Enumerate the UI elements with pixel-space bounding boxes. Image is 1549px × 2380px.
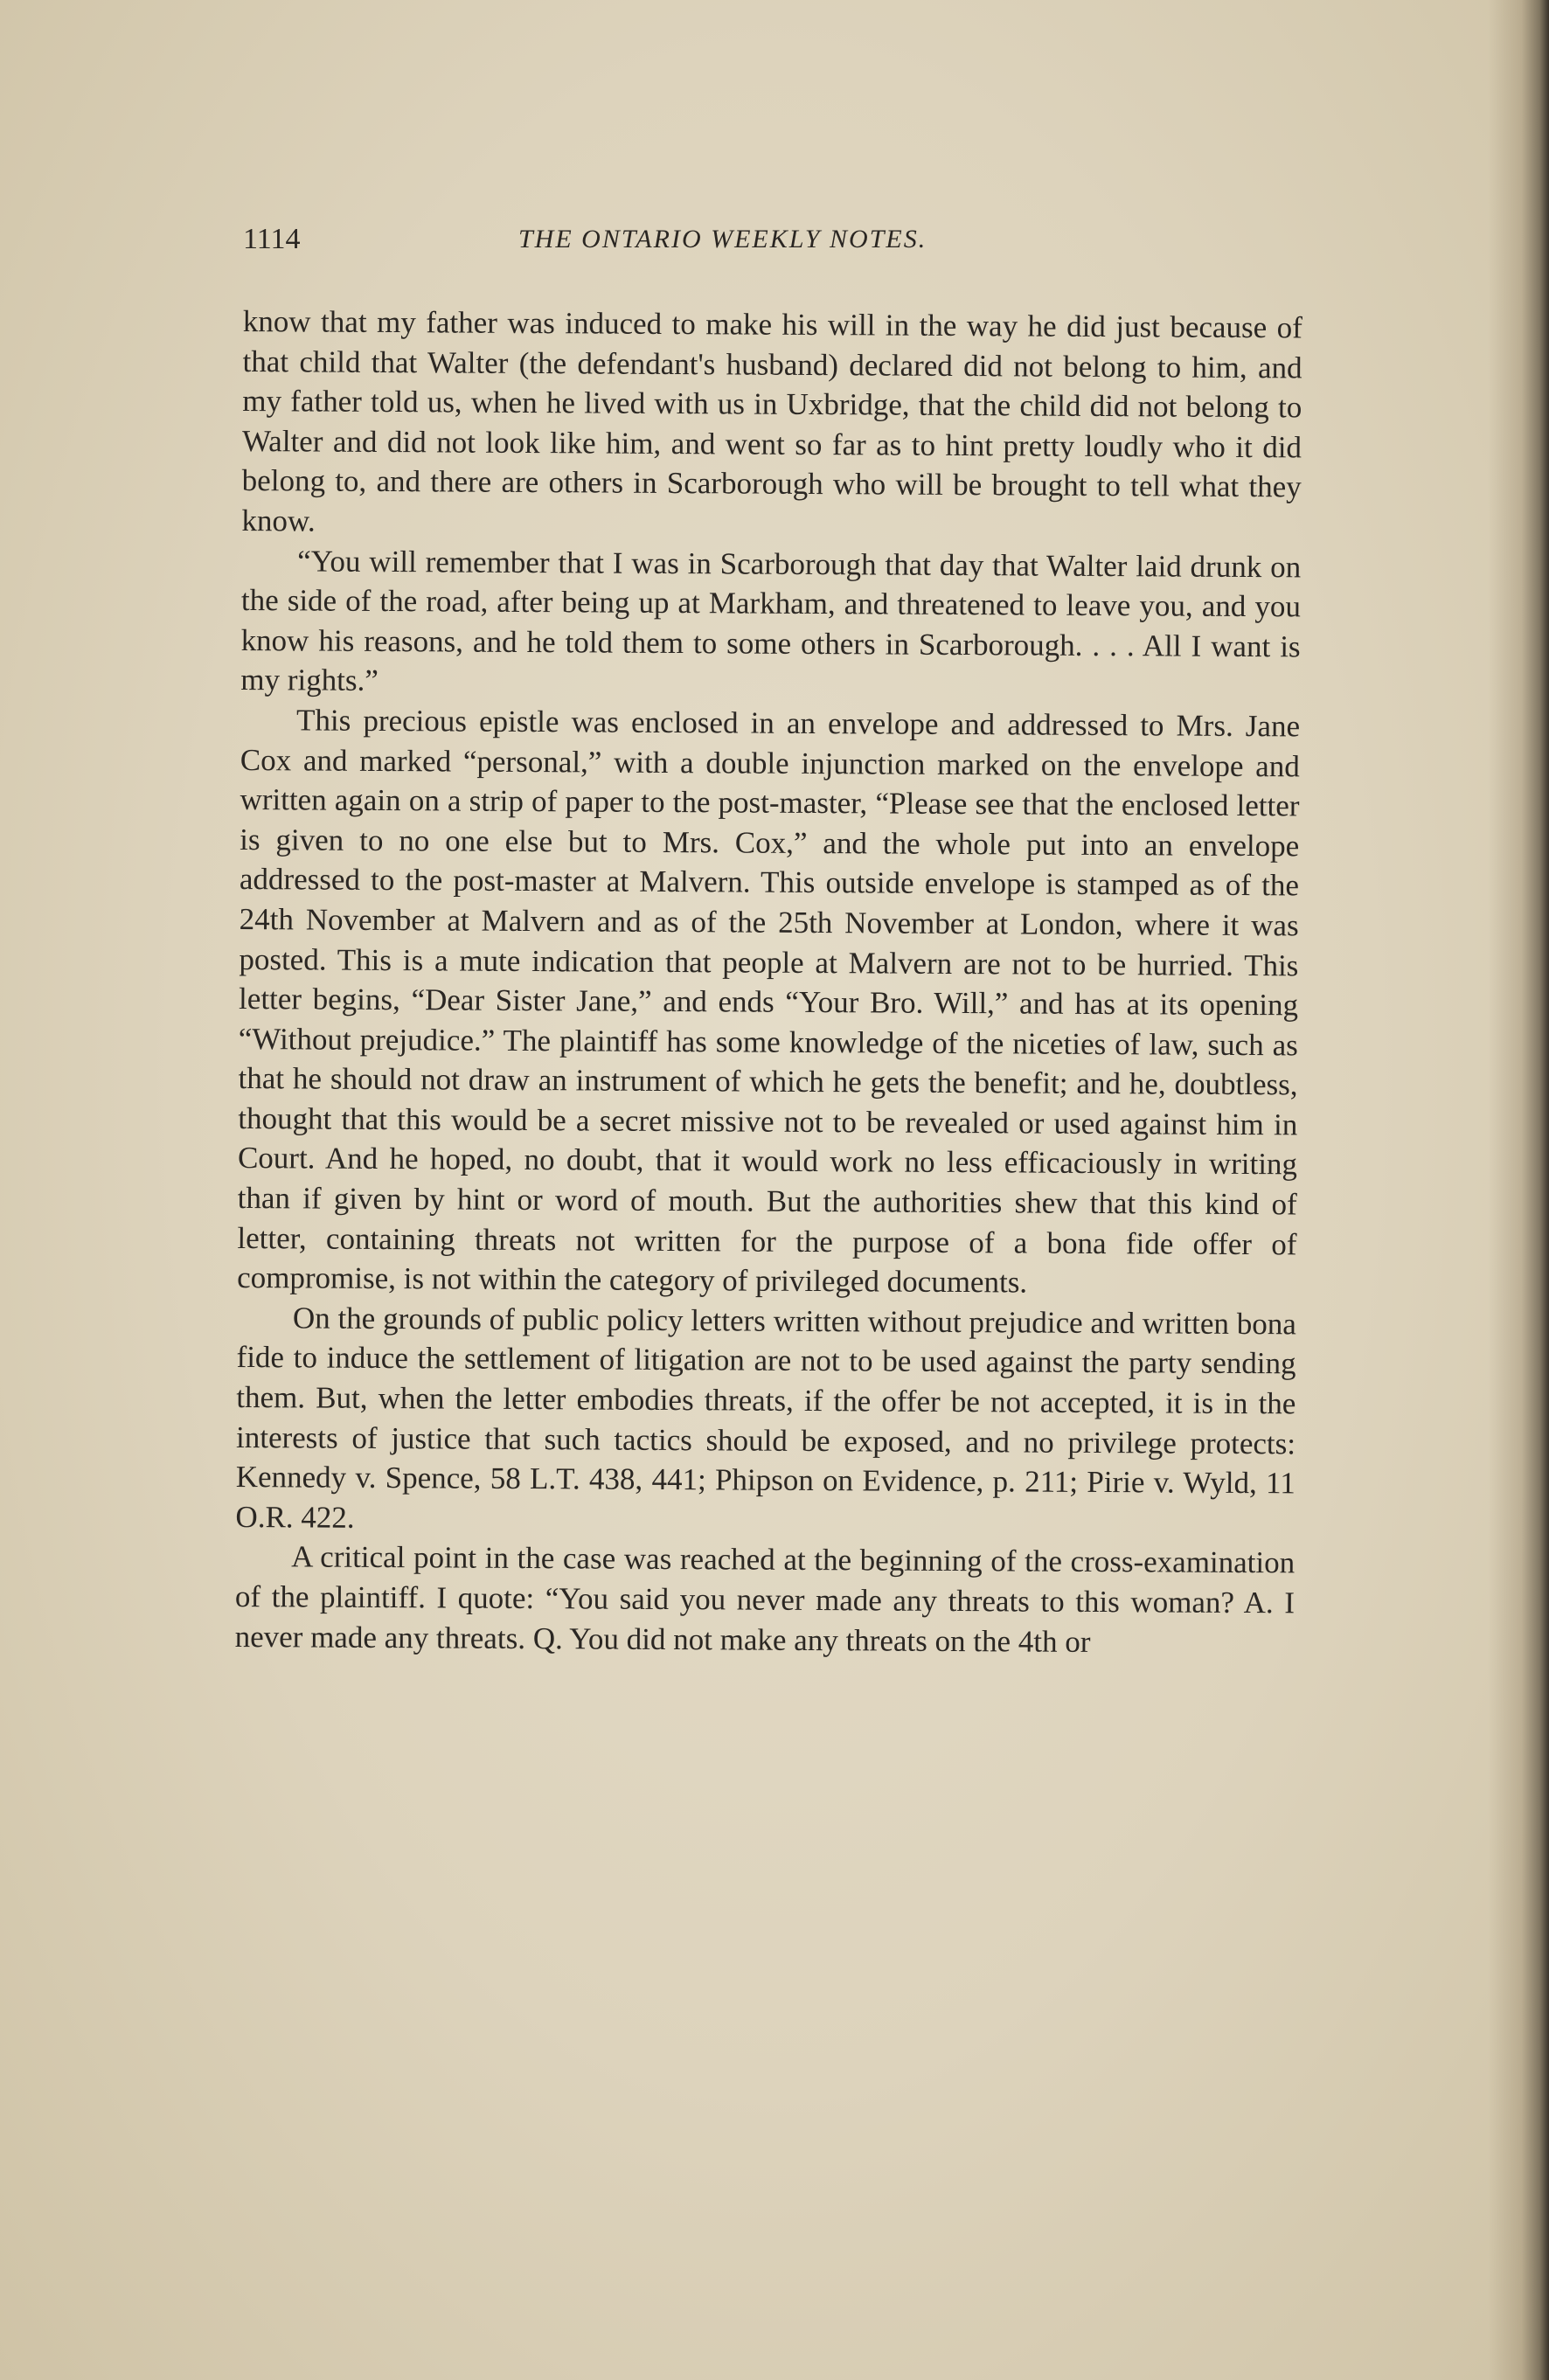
page-number: 1114 bbox=[243, 223, 301, 255]
running-head: THE ONTARIO WEEKLY NOTES. bbox=[518, 225, 927, 253]
body-text bbox=[235, 302, 1302, 1663]
page-header bbox=[243, 223, 1292, 267]
paragraph: On the grounds of public policy letters written without prejudice and written bona fide to induce the settlement of litigation are not to be used against the party sending them. But, when the letter embodies threats, if the offer be not accepted, it is in the interests of justice that such tactics should be exposed, and no privilege protects: Kennedy v. Spence, 58 L.T. 438, 441; Phipson on Evidence, p. 211; Pirie v. Wyld, 11 O.R. 422. bbox=[235, 1301, 1296, 1535]
paragraph: A critical point in the case was reached at the beginning of the cross-examination of the plaintiff. I quote: “You said you never made any threats to this woman? A. I never made any threats. Q. You did not make any threats on the 4th or bbox=[234, 1539, 1295, 1659]
binding-shadow bbox=[1488, 0, 1549, 2380]
paragraph: This precious epistle was enclosed in an envelope and addressed to Mrs. Jane Cox and marked “personal,” with a double injunction marked on the envelope and written again on a strip of paper to the post-master, “Please see that the enclosed letter is given to no one else but to Mrs. Cox,” and the whole put into an envelope addressed to the post-master at Malvern. This outside envelope is stamped as of the 24th November at Malvern and as of the 25th November at London, where it was posted. This is a mute indication that people at Malvern are not to be hurried. This letter begins, “Dear Sister Jane,” and ends “Your Bro. Will,” and has at its opening “Without prejudice.” The plaintiff has some knowledge of the niceties of law, such as that he should not draw an instrument of which he gets the benefit; and he, doubtless, thought that this would be a secret missive not to be revealed or used against him in Court. And he hoped, no doubt, that it would work no less efficaciously in writing than if given by hint or word of mouth. But the authorities shew that this kind of letter, containing threats not written for the purpose of a bona fide offer of compromise, is not within the category of privileged documents. bbox=[237, 703, 1301, 1300]
paragraph: “You will remember that I was in Scarborough that day that Walter laid drunk on the side of the road, after being up at Markham, and threatened to leave you, and you know his reasons, and he told them to some others in Scarborough. . . . All I want is my rights.” bbox=[240, 543, 1302, 698]
paragraph: know that my father was induced to make his will in the way he did just because of that child that Walter (the defendant's husband) declared did not belong to him, and my father told us, when he lived with us in Uxbridge, that the child did not belong to Walter and did not look like him, and went so far as to hint pretty loudly who it did belong to, and there are others in Scarborough who will be brought to tell what they know. bbox=[241, 303, 1302, 538]
